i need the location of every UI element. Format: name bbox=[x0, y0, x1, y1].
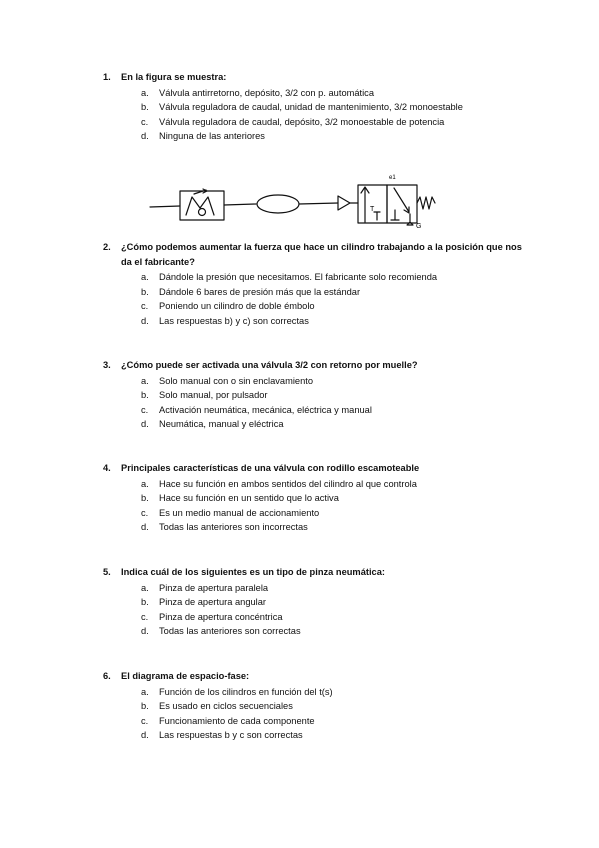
reservoir-symbol bbox=[257, 195, 299, 213]
option-letter: d. bbox=[141, 419, 149, 430]
question-header bbox=[103, 565, 523, 580]
option-d bbox=[103, 728, 523, 743]
pneumatic-circuit-diagram bbox=[148, 170, 444, 230]
question-number: 4. bbox=[103, 463, 111, 473]
option-d bbox=[103, 314, 523, 329]
option-d bbox=[103, 624, 523, 639]
option-text: Solo manual con o sin enclavamiento bbox=[159, 375, 314, 386]
option-text: Hace su función en ambos sentidos del cilindro al que controla bbox=[159, 478, 417, 489]
option-text: Válvula reguladora de caudal, unidad de mantenimiento, 3/2 monoestable bbox=[159, 102, 463, 113]
question-2 bbox=[103, 240, 523, 328]
option-letter: b. bbox=[141, 390, 149, 401]
option-letter: c. bbox=[141, 301, 149, 312]
option-text: Pinza de apertura concéntrica bbox=[159, 611, 283, 622]
option-d bbox=[103, 129, 523, 144]
option-text: Ninguna de las anteriores bbox=[159, 131, 265, 142]
option-c bbox=[103, 403, 523, 418]
valve-position-right bbox=[387, 185, 417, 223]
question-header bbox=[103, 669, 523, 684]
question-text: ¿Cómo podemos aumentar la fuerza que hace un cilindro trabajando a la posición que nos da el fabricante? bbox=[121, 242, 522, 267]
option-text: Funcionamiento de cada componente bbox=[159, 715, 315, 726]
option-letter: d. bbox=[141, 131, 149, 142]
option-letter: b. bbox=[141, 493, 149, 504]
option-text: Pinza de apertura angular bbox=[159, 597, 266, 608]
question-header bbox=[103, 240, 523, 269]
question-number: 6. bbox=[103, 671, 111, 681]
question-number: 3. bbox=[103, 360, 111, 370]
option-a bbox=[103, 270, 523, 285]
option-letter: a. bbox=[141, 272, 149, 282]
option-a bbox=[103, 86, 523, 101]
question-text: Indica cuál de los siguientes es un tipo de pinza neumática: bbox=[121, 567, 385, 577]
option-c bbox=[103, 714, 523, 729]
option-b bbox=[103, 100, 523, 115]
option-letter: a. bbox=[141, 375, 149, 386]
question-4 bbox=[103, 461, 523, 535]
option-text: Las respuestas b y c son correctas bbox=[159, 730, 303, 741]
pipe-line bbox=[150, 206, 180, 207]
option-b bbox=[103, 699, 523, 714]
option-text: Hace su función en un sentido que lo activa bbox=[159, 493, 339, 504]
option-letter: a. bbox=[141, 582, 149, 593]
option-letter: b. bbox=[141, 102, 149, 113]
flow-arrow-up bbox=[361, 187, 369, 222]
diagram-port-t: T bbox=[370, 206, 375, 213]
question-text: ¿Cómo puede ser activada una válvula 3/2 con retorno por muelle? bbox=[121, 360, 418, 370]
option-text: Función de los cilindros en función del t(s) bbox=[159, 686, 333, 697]
pilot-actuator-symbol bbox=[338, 196, 350, 210]
option-letter: c. bbox=[141, 611, 149, 622]
option-text: Neumática, manual y eléctrica bbox=[159, 419, 284, 430]
option-text: Válvula antirretorno, depósito, 3/2 con p. automática bbox=[159, 87, 374, 98]
option-letter: a. bbox=[141, 87, 149, 98]
option-text: Dándole 6 bares de presión más que la estándar bbox=[159, 286, 361, 297]
options-list bbox=[103, 374, 523, 432]
question-number: 2. bbox=[103, 242, 111, 252]
option-letter: a. bbox=[141, 478, 149, 489]
options-list bbox=[103, 270, 523, 328]
option-d bbox=[103, 417, 523, 432]
option-letter: c. bbox=[141, 404, 149, 415]
option-c bbox=[103, 115, 523, 130]
option-a bbox=[103, 374, 523, 389]
option-text: Todas las anteriores son incorrectas bbox=[159, 522, 308, 533]
return-spring-symbol bbox=[417, 197, 435, 209]
option-text: Poniendo un cilindro de doble émbolo bbox=[159, 301, 315, 312]
option-c bbox=[103, 610, 523, 625]
options-list bbox=[103, 477, 523, 535]
option-text: Es un medio manual de accionamiento bbox=[159, 507, 320, 518]
option-text: Solo manual, por pulsador bbox=[159, 390, 268, 401]
option-a bbox=[103, 477, 523, 492]
option-letter: a. bbox=[141, 686, 149, 697]
option-c bbox=[103, 299, 523, 314]
pipe-line bbox=[224, 204, 256, 205]
diagram-port-g: G bbox=[416, 223, 422, 230]
option-text: Las respuestas b) y c) son correctas bbox=[159, 315, 309, 326]
option-text: Válvula reguladora de caudal, depósito, 3/2 monoestable de potencia bbox=[159, 116, 445, 127]
question-5 bbox=[103, 565, 523, 639]
option-b bbox=[103, 491, 523, 506]
option-a bbox=[103, 685, 523, 700]
option-d bbox=[103, 520, 523, 535]
diagram-port-label: e1 bbox=[389, 175, 396, 181]
question-number: 1. bbox=[103, 72, 111, 82]
options-list bbox=[103, 86, 523, 144]
option-letter: b. bbox=[141, 286, 149, 297]
question-3 bbox=[103, 358, 523, 432]
question-text: Principales características de una válvula con rodillo escamoteable bbox=[121, 463, 420, 473]
option-c bbox=[103, 506, 523, 521]
option-b bbox=[103, 388, 523, 403]
option-letter: b. bbox=[141, 597, 149, 608]
option-text: Pinza de apertura paralela bbox=[159, 582, 269, 593]
option-b bbox=[103, 285, 523, 300]
question-number: 5. bbox=[103, 567, 111, 577]
question-6 bbox=[103, 669, 523, 743]
question-header bbox=[103, 358, 523, 373]
option-letter: c. bbox=[141, 715, 149, 726]
options-list bbox=[103, 581, 523, 639]
flow-arrow-diagonal bbox=[394, 188, 409, 213]
option-a bbox=[103, 581, 523, 596]
option-text: Es usado en ciclos secuenciales bbox=[159, 701, 293, 712]
option-text: Todas las anteriores son correctas bbox=[159, 626, 301, 637]
option-letter: d. bbox=[141, 730, 149, 741]
option-letter: c. bbox=[141, 116, 149, 127]
option-text: Activación neumática, mecánica, eléctrica y manual bbox=[159, 404, 372, 415]
question-header bbox=[103, 461, 523, 476]
check-valve-ball bbox=[199, 209, 206, 216]
pipe-line bbox=[299, 203, 338, 204]
question-text: En la figura se muestra: bbox=[121, 72, 227, 82]
option-b bbox=[103, 595, 523, 610]
option-letter: c. bbox=[141, 507, 149, 518]
option-letter: b. bbox=[141, 701, 149, 712]
options-list bbox=[103, 685, 523, 743]
option-text: Dándole la presión que necesitamos. El fabricante solo recomienda bbox=[159, 272, 438, 282]
option-letter: d. bbox=[141, 626, 149, 637]
option-letter: d. bbox=[141, 522, 149, 533]
question-text: El diagrama de espacio-fase: bbox=[121, 671, 250, 681]
question-1 bbox=[103, 70, 523, 144]
blocked-port-symbol bbox=[374, 212, 380, 220]
option-letter: d. bbox=[141, 315, 149, 326]
question-header bbox=[103, 70, 523, 85]
flow-regulator-symbol bbox=[186, 197, 214, 215]
exhaust-blocked-symbol bbox=[391, 210, 399, 220]
